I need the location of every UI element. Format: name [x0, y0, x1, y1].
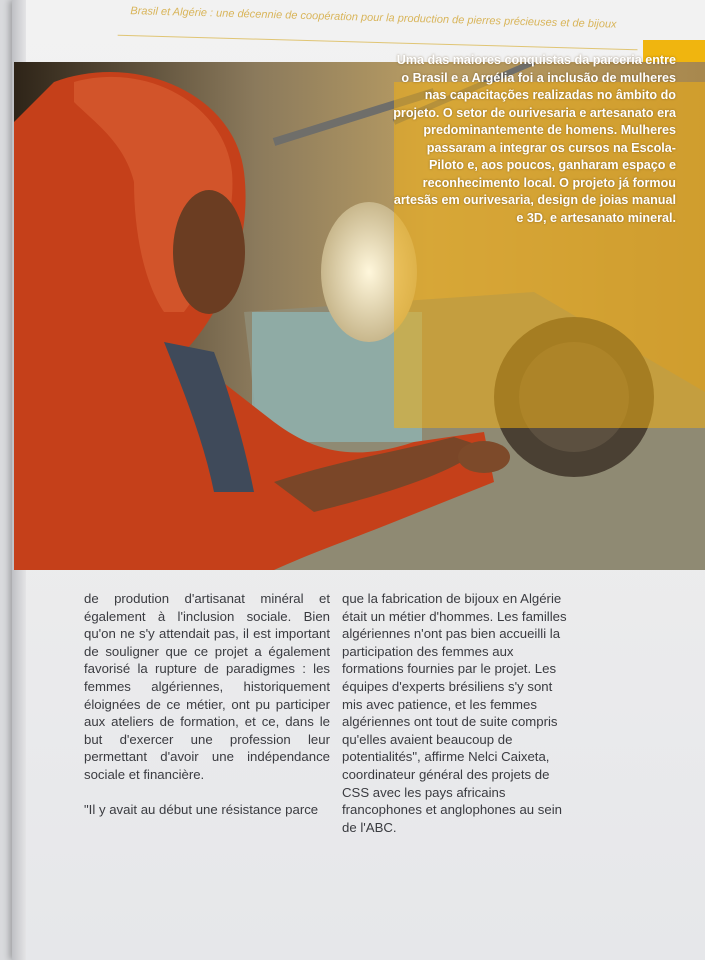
left-paragraph-1: de prodution d'artisanat minéral et également à l'inclusion sociale. Bien qu'on ne s'y attendait pas, il est important de souligner que ce projet a également favorisé la rupture de paradigmes : les femmes algériennes, historiquement éloignées de ce métier, ont pu participer aux ateliers de formation, et ce, dans le but d'exercer une profession leur permettant d'avoir une indépendance sociale et financière. [84, 591, 330, 782]
article-right-column [342, 590, 573, 853]
photo-caption: Uma das maiores conquistas da parceria entre o Brasil e a Argélia foi a inclusão de mulheres nas capacitações realizadas no âmbito do projeto. O setor de ourivesaria e artesanato era predominantemente de homens. Mulheres passaram a integrar os cursos na Escola-Piloto e, aos poucos, ganharam espaço e reconhecimento local. O projeto já formou artesãs em ourivesaria, design de joias manual e 3D, e artesanato mineral. [393, 53, 676, 225]
right-paragraph-1: que la fabrication de bijoux en Algérie était un métier d'hommes. Les familles algériennes n'ont pas bien accueilli la participation des femmes aux formations fournies par le projet. Les équipes d'experts brésiliens s'y sont mis avec patience, et les femmes algériennes ont tout de suite compris qu'elles avaient beaucoup de potentialités", affirme Nelci Caixeta, coordinateur général des projets de CSS avec les pays africains francophones et anglophones au sein de l'ABC. [342, 591, 567, 835]
face [173, 190, 245, 314]
article-left-column [84, 590, 330, 835]
hands [458, 441, 510, 473]
left-paragraph-2: "Il y avait au début une résistance parce [84, 801, 319, 817]
running-header-title: Brasil et Algérie : une décennie de coopération pour la production de pierres précieuses et de bijoux [130, 5, 617, 31]
